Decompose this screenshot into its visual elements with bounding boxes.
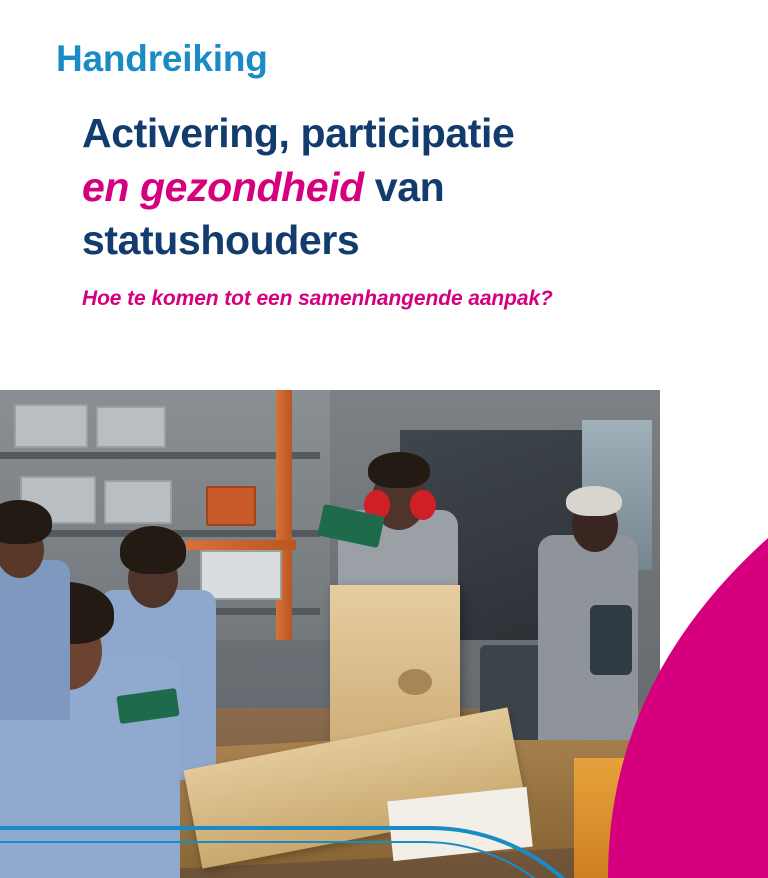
photo-crate (200, 550, 282, 600)
title-line-1: Activering, participatie (82, 110, 515, 157)
photo-person-left-body (0, 560, 70, 720)
photo-crate (96, 406, 166, 448)
photo-person-right-cap (566, 486, 622, 516)
photo-rack-post (276, 390, 292, 640)
photo-shelf-board (0, 452, 320, 459)
photo-stool (206, 486, 256, 526)
photo-router-tool (590, 605, 632, 675)
photo-person-midleft-hair (120, 526, 186, 574)
photo-crate (14, 404, 88, 448)
photo-cardboard-box (574, 758, 654, 878)
cover-photo (0, 390, 660, 878)
title-line-3: statushouders (82, 217, 360, 264)
photo-person-center-hair (368, 452, 430, 488)
cover-photo-area (0, 390, 768, 878)
photo-crate (104, 480, 172, 524)
document-kicker: Handreiking (56, 38, 268, 79)
photo-ear-protection (410, 490, 436, 520)
title-line-2-rest: van (363, 163, 445, 210)
page-subtitle: Hoe te komen tot een samenhangende aanpak? (82, 287, 553, 311)
title-emphasis: en gezondheid (82, 163, 364, 210)
photo-rack-beam (186, 540, 296, 550)
cover-title-block (0, 0, 768, 313)
page-title (82, 107, 728, 267)
